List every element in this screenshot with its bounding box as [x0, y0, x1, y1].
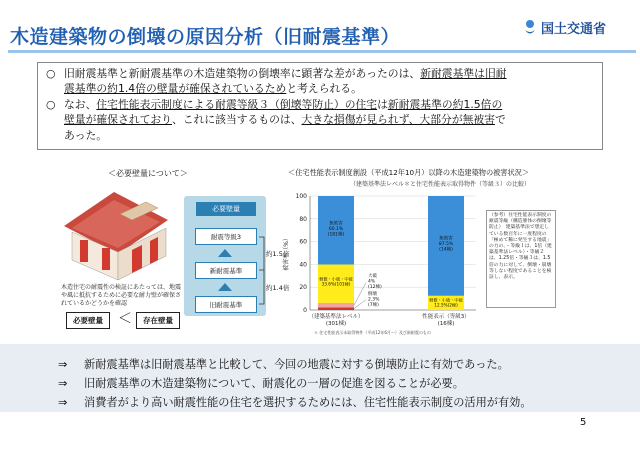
summary-point-1: [46, 66, 594, 97]
y-tick-label: 0: [303, 307, 307, 314]
conclusion-text: 消費者がより高い耐震性能の住宅を選択するためには、住宅性能表示制度の活用が有効。: [84, 396, 532, 409]
left-figure-title: ＜必要壁量について＞: [108, 169, 188, 178]
leader-line: [354, 283, 366, 305]
data-label: 倒壊 2.3% (7棟): [368, 292, 380, 309]
page-number: 5: [580, 417, 587, 428]
leader-line: [354, 300, 366, 309]
ratio-1-4: 約1.4倍: [266, 284, 290, 292]
summary-text: で: [495, 113, 506, 127]
summary-emphasis: 大きな損傷が見られず、大部分が無被害: [301, 113, 496, 127]
summary-emphasis: 住宅性能表示制度による耐震等級３（倒壊等防止）の住宅: [96, 97, 378, 111]
summary-emphasis: 震基準の約1.4倍の壁量が確保されているため: [64, 82, 287, 96]
y-tick-label: 80: [299, 215, 307, 223]
summary-emphasis: 新耐震基準は旧耐: [420, 67, 507, 80]
x-tick-label: 性能表示（等級3）: [422, 314, 470, 320]
bullet: ○: [46, 67, 56, 80]
summary-text: 旧耐震基準と新耐震基準の木造建築物の倒壊率に顕著な差があったのは、: [64, 67, 421, 80]
arrow-icon: ⇒: [58, 396, 68, 409]
required-wall-box: 必要壁量: [66, 312, 110, 329]
summary-text: あった。: [64, 128, 108, 142]
seismic-grade-note: （参考）住宅性能表示制度の耐震等級（構造躯体の倒壊等防止） 建築基準法で想定している数百年に一度程度の「極めて稀に発生する地震」の力の、・等級１は、1倍（建築基準法レベル）・等級２は、1.25倍・等級３は、1.5倍の力に対して、倒壊・崩壊等しない程度であることを検証し、表示。: [486, 210, 556, 308]
arrow-icon: ⇒: [58, 358, 68, 371]
data-label: 軽微・小破・中破 12.5%(2棟): [429, 297, 463, 308]
arrow-up-icon: [218, 249, 232, 257]
summary-box: [37, 62, 603, 150]
damage-bar-chart: [280, 188, 484, 338]
conclusion-1: [58, 356, 509, 372]
right-figure-title: ＜住宅性能表示制度創設（平成12年10月）以降の木造建築物の被害状況＞: [288, 168, 530, 177]
arrow-up-icon: [218, 283, 232, 291]
required-wall-heading: 必要壁量: [196, 202, 256, 216]
title-rule: [8, 50, 636, 53]
y-tick-label: 100: [295, 193, 307, 200]
level3-label: 耐震等級3: [195, 228, 257, 245]
summary-emphasis: 壁量が確保されており: [64, 113, 172, 127]
y-tick-label: 60: [299, 238, 307, 246]
existing-wall-box: 存在壁量: [136, 312, 180, 329]
data-label: 軽微・小破・中破 33.6%(101棟): [319, 276, 353, 287]
conclusion-2: [58, 375, 464, 391]
mlit-emblem-icon: [523, 19, 537, 37]
x-count-label: (16棟): [437, 321, 455, 327]
summary-emphasis: 新耐震基準の約1.5倍の: [387, 97, 503, 111]
old-standard-label: 旧耐震基準: [195, 296, 257, 313]
chart-footnote: ＊ 住宅性能表示未取得物件（平成12年6月～）及び新耐震のもの: [314, 330, 431, 335]
bullet: ○: [46, 97, 56, 111]
wall-check-note: 木造住宅の耐震性の検証にあたっては、地震や風に抵抗するために必要な耐力壁が確保されているかどうかを確認: [61, 284, 182, 307]
summary-text: は: [377, 97, 388, 111]
summary-text: なお、: [64, 97, 97, 111]
x-count-label: (301棟): [325, 321, 347, 327]
logo-text: 国土交通省: [541, 22, 607, 37]
data-label: 大破 4% (12棟): [368, 273, 382, 290]
less-than-sign: ＜: [118, 311, 132, 327]
page-title: 木造建築物の倒壊の原因分析（旧耐震基準）: [10, 26, 401, 48]
data-label: 無被害 87.5% (14棟): [438, 236, 454, 253]
summary-text: と考えられる。: [286, 82, 362, 96]
new-standard-label: 新耐震基準: [195, 262, 257, 279]
conclusion-3: [58, 394, 532, 410]
right-figure-subtitle: （建築基準法レベル＊と住宅性能表示取得物件（等級３）の比較）: [350, 181, 531, 188]
x-tick-label: （建築基準法レベル）: [308, 314, 364, 320]
mlit-logo: [523, 18, 606, 37]
y-tick-label: 20: [299, 284, 307, 292]
conclusion-text: 新耐震基準は旧耐震基準と比較して、今回の地震に対する倒壊防止に有効であった。: [84, 358, 509, 371]
summary-text: 、これに該当するものは、: [171, 113, 302, 127]
y-axis-label: 被害率（%）: [283, 235, 290, 271]
bracket-icon: [258, 236, 268, 306]
y-tick-label: 40: [299, 261, 307, 269]
arrow-icon: ⇒: [58, 377, 68, 390]
summary-point-2: [46, 97, 594, 143]
bar-segment: [318, 303, 354, 308]
data-label: 無被害 60.1% (181棟): [327, 221, 345, 238]
conclusion-text: 旧耐震基準の木造建築物について、耐震化の一層の促進を図ることが必要。: [84, 377, 464, 390]
ratio-1-5: 約1.5倍: [266, 250, 290, 258]
house-wall-illustration: [58, 180, 180, 282]
bar-segment: [318, 307, 354, 310]
